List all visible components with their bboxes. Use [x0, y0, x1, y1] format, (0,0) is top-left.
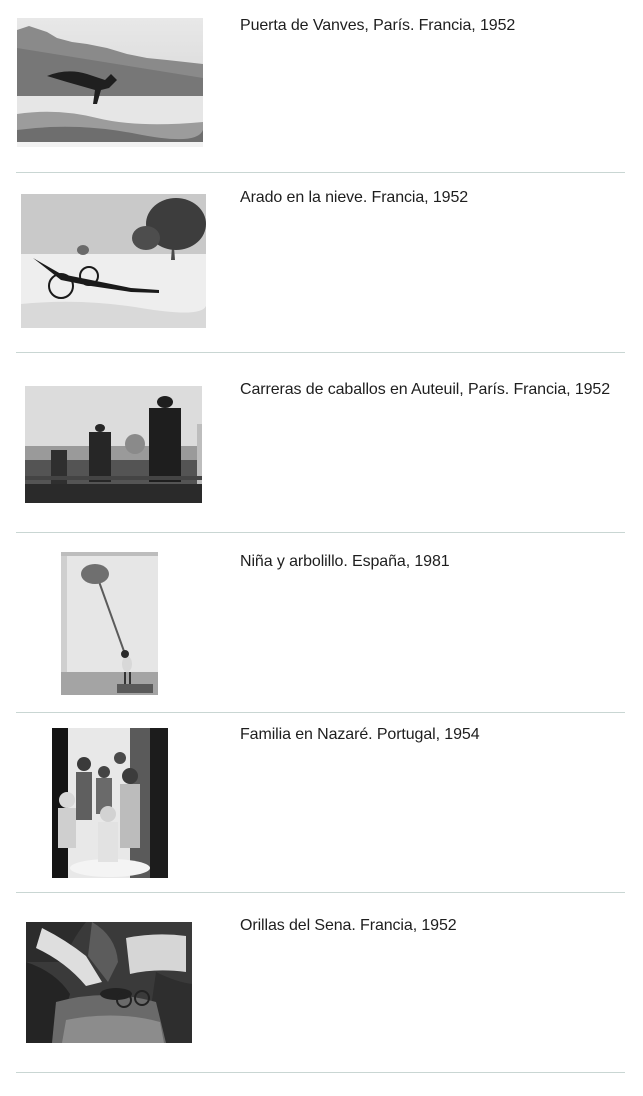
- photo-caption: Arado en la nieve. Francia, 1952: [240, 189, 469, 206]
- list-item: [16, 532, 625, 713]
- photo-caption: Niña y arbolillo. España, 1981: [240, 553, 450, 570]
- photo-caption: Orillas del Sena. Francia, 1952: [240, 917, 457, 934]
- photo-seine-banks[interactable]: [26, 922, 192, 1043]
- list-item: [16, 712, 625, 893]
- photo-horse-races-auteuil[interactable]: [25, 386, 202, 503]
- list-item: [16, 892, 625, 1073]
- photo-family-nazare[interactable]: [52, 728, 168, 878]
- list-item: [16, 352, 625, 533]
- list-item: [16, 0, 625, 173]
- photo-girl-sapling[interactable]: [61, 552, 158, 695]
- list-item: [16, 172, 625, 353]
- photo-horse-snow-paris[interactable]: [17, 18, 203, 147]
- photo-caption: Familia en Nazaré. Portugal, 1954: [240, 726, 480, 743]
- photo-caption: Carreras de caballos en Auteuil, París. Francia, 1952: [240, 381, 611, 398]
- photo-caption: Puerta de Vanves, París. Francia, 1952: [240, 17, 516, 34]
- photo-plough-snow[interactable]: [21, 194, 206, 328]
